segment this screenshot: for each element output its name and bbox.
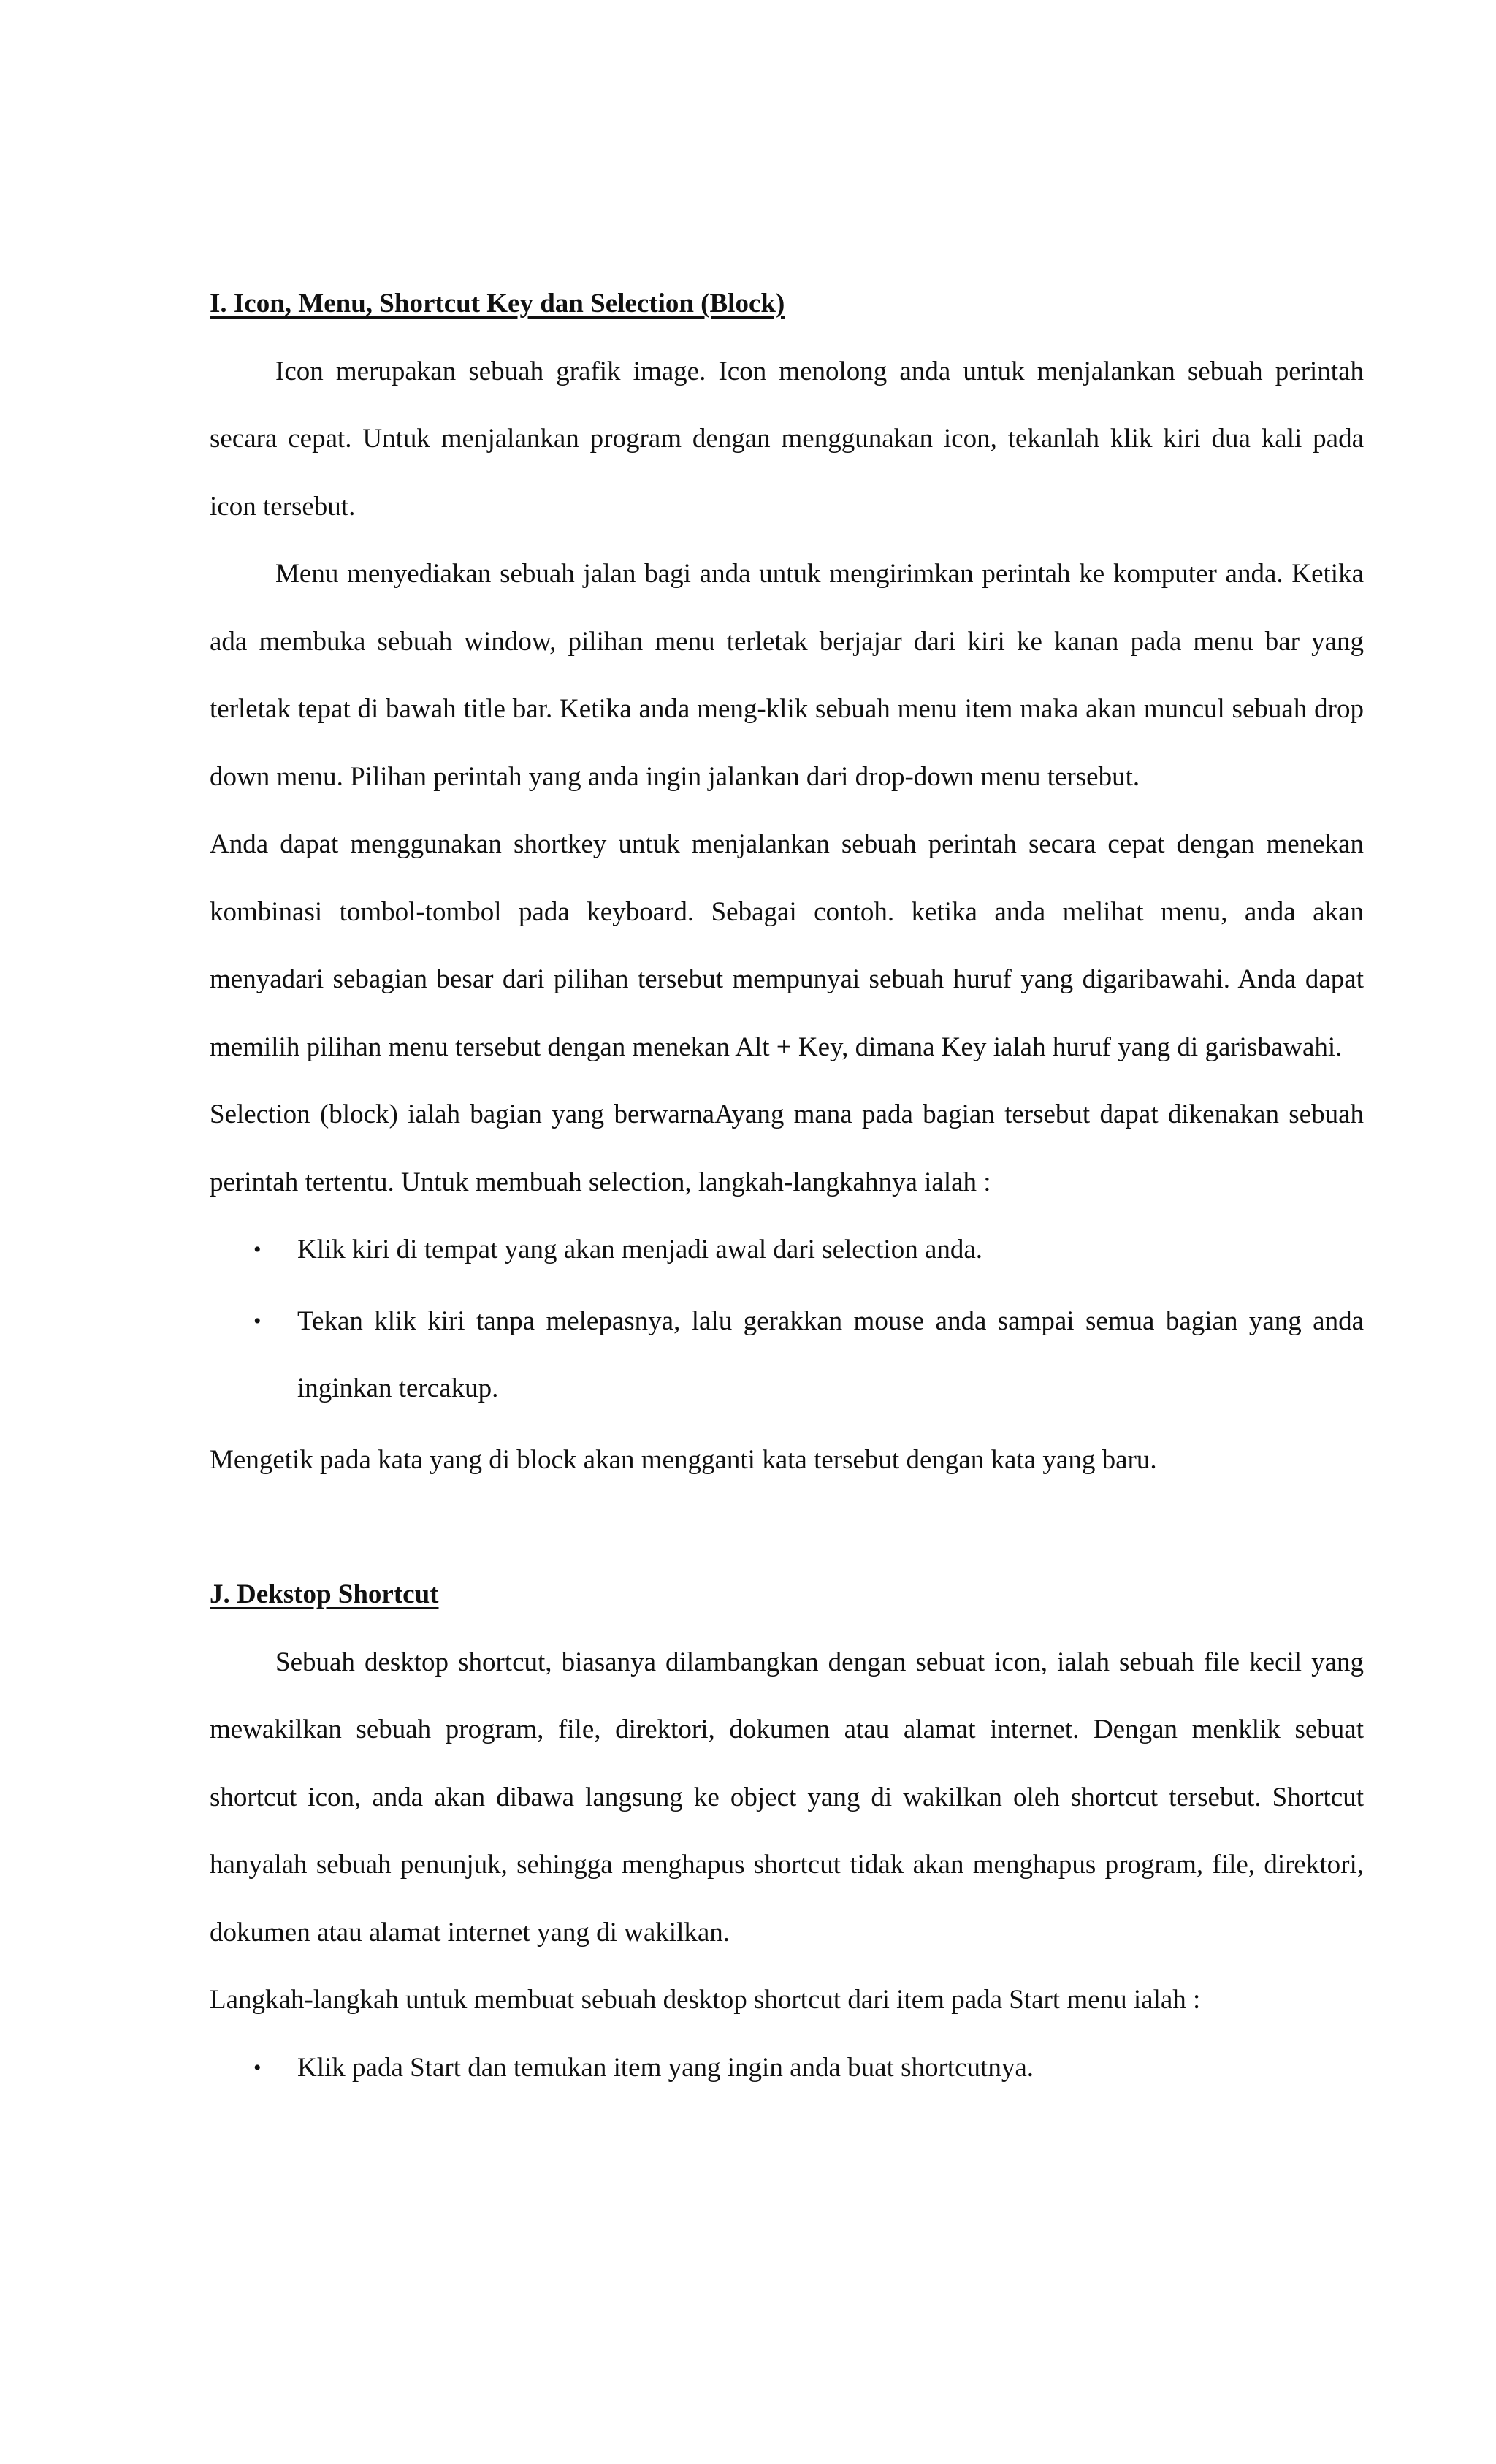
- bullet-icon: •: [253, 1237, 262, 1262]
- list-item: [210, 1216, 1364, 1284]
- section-i-heading: I. Icon, Menu, Shortcut Key dan Selection (Block): [210, 289, 785, 319]
- list-item-text: Klik pada Start dan temukan item yang ingin anda buat shortcutnya.: [297, 2052, 1034, 2083]
- list-item-text: Tekan klik kiri tanpa melepasnya, lalu gerakkan mouse anda sampai semua bagian yang anda inginkan tercakup.: [297, 1305, 1364, 1403]
- section-i-paragraph-icon: Icon merupakan sebuah grafik image. Icon menolong anda untuk menjalankan sebuah perintah secara cepat. Untuk menjalankan program dengan menggunakan icon, tekanlah klik kiri dua kali pada icon tersebut.: [210, 356, 1364, 522]
- section-j-bullet-list: [210, 2034, 1364, 2102]
- section-spacer: [210, 1494, 1364, 1561]
- list-item: [210, 1288, 1364, 1423]
- section-i-paragraph-menu: Menu menyediakan sebuah jalan bagi anda untuk mengirimkan perintah ke komputer anda. Ketika ada membuka sebuah window, pilihan menu terletak berjajar dari kiri ke kanan pada menu bar yang terletak tepat di bawah title bar. Ketika anda meng-klik sebuah menu item maka akan muncul sebuah drop down menu. Pilihan perintah yang anda ingin jalankan dari drop-down menu tersebut.: [210, 559, 1364, 792]
- section-i-closing: Mengetik pada kata yang di block akan mengganti kata tersebut dengan kata yang baru.: [210, 1444, 1157, 1475]
- section-j-heading: J. Dekstop Shortcut: [210, 1579, 439, 1609]
- document-content: [210, 270, 1364, 2105]
- section-i-bullet-list: [210, 1216, 1364, 1423]
- list-item-text: Klik kiri di tempat yang akan menjadi awal dari selection anda.: [297, 1235, 983, 1265]
- section-j-paragraph-shortcut: Sebuah desktop shortcut, biasanya dilambangkan dengan sebuat icon, ialah sebuah file kecil yang mewakilkan sebuah program, file, direktori, dokumen atau alamat internet. Dengan menklik sebuat shortcut icon, anda akan dibawa langsung ke object yang di wakilkan oleh shortcut tersebut. Shortcut hanyalah sebuah penunjuk, sehingga menghapus shortcut tidak akan menghapus program, file, direktori, dokumen atau alamat internet yang di wakilkan.: [210, 1647, 1364, 1948]
- bullet-icon: •: [253, 1308, 262, 1333]
- bullet-icon: •: [253, 2055, 262, 2080]
- section-i-paragraph-selection: Selection (block) ialah bagian yang berwarnaAyang mana pada bagian tersebut dapat dikenakan sebuah perintah tertentu. Untuk membuah selection, langkah-langkahnya ialah :: [210, 1099, 1364, 1197]
- section-i-paragraph-shortkey: Anda dapat menggunakan shortkey untuk menjalankan sebuah perintah secara cepat dengan menekan kombinasi tombol-tombol pada keyboard. Sebagai contoh. ketika anda melihat menu, anda akan menyadari sebagian besar dari pilihan tersebut mempunyai sebuah huruf yang digaribawahi. Anda dapat memilih pilihan menu tersebut dengan menekan Alt + Key, dimana Key ialah huruf yang di garisbawahi.: [210, 829, 1364, 1062]
- section-j-paragraph-steps: Langkah-langkah untuk membuat sebuah desktop shortcut dari item pada Start menu ialah :: [210, 1985, 1201, 2015]
- list-item: [210, 2034, 1364, 2102]
